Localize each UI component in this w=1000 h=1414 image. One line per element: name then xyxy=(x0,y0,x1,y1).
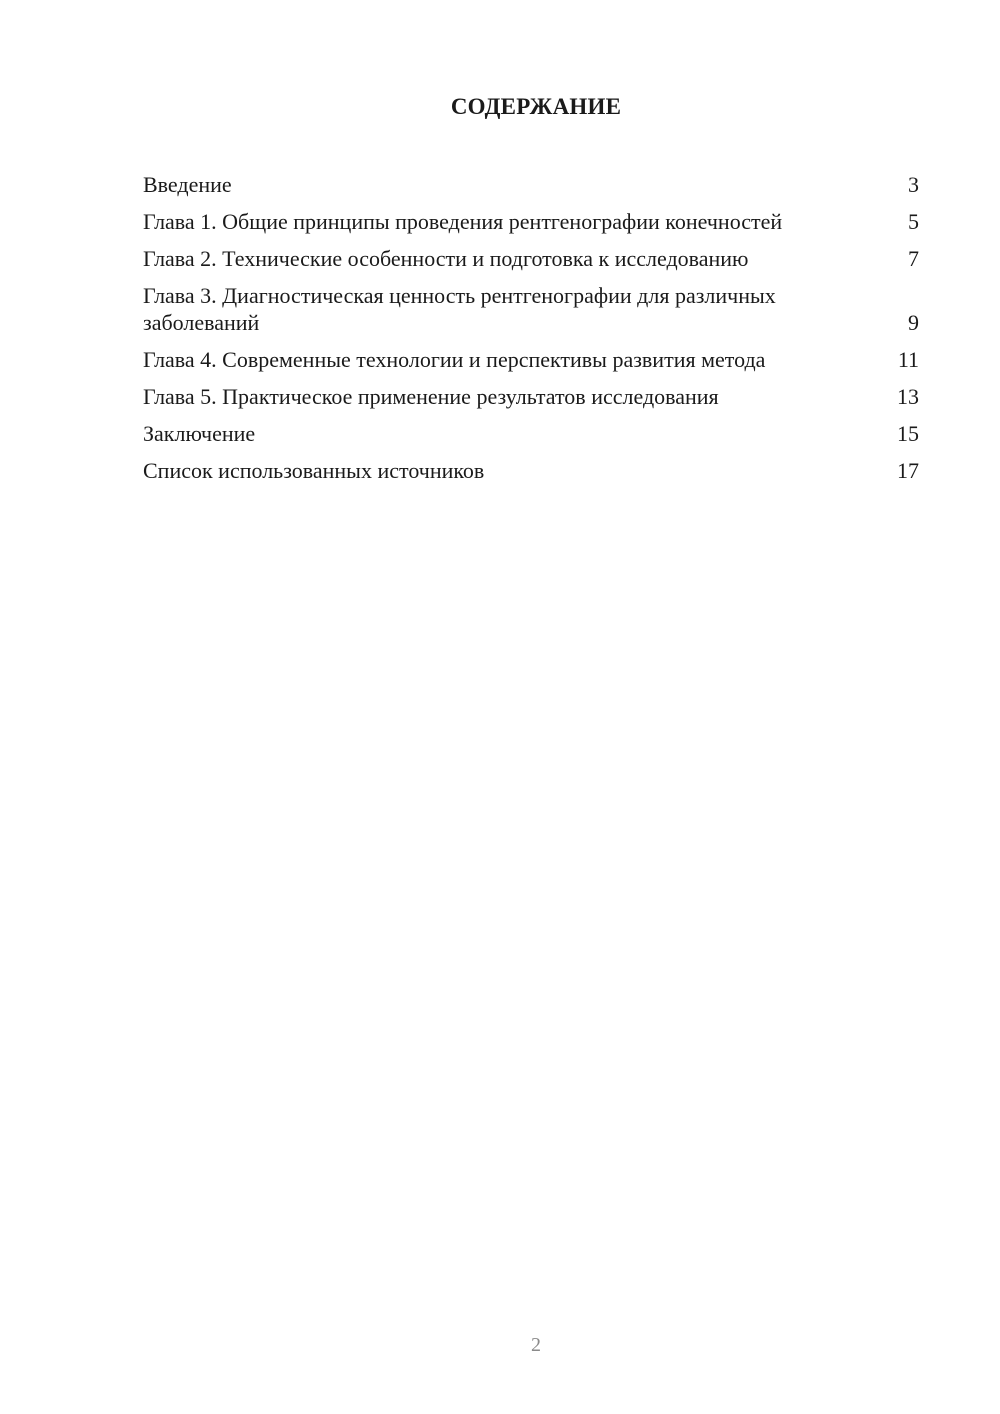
toc-entry-page: 5 xyxy=(908,209,919,234)
toc-entry-chapter-1 xyxy=(143,208,919,235)
toc-entry-title: Список использованных источников xyxy=(143,458,485,483)
toc-entry-page: 11 xyxy=(897,347,919,372)
toc-entry-title: Глава 3. Диагностическая ценность рентгенографии для различных заболеваний xyxy=(143,283,776,335)
toc-entry-chapter-5 xyxy=(143,383,919,410)
toc-entry-title: Глава 2. Технические особенности и подготовка к исследованию xyxy=(143,246,749,271)
toc-entry-page: 13 xyxy=(897,384,919,409)
toc-entry-page: 9 xyxy=(908,310,919,335)
toc-entry-title: Введение xyxy=(143,172,232,197)
toc-entry-chapter-3 xyxy=(143,282,919,336)
toc-entry-title: Глава 5. Практическое применение результатов исследования xyxy=(143,384,719,409)
toc-entry-title: Глава 4. Современные технологии и перспективы развития метода xyxy=(143,347,766,372)
toc-entry-page: 15 xyxy=(897,421,919,446)
page-number: 2 xyxy=(531,1334,541,1356)
toc-entry-title: Глава 1. Общие принципы проведения рентгенографии конечностей xyxy=(143,209,783,234)
table-of-contents xyxy=(143,171,919,494)
toc-entry-page: 7 xyxy=(908,246,919,271)
toc-entry-chapter-2 xyxy=(143,245,919,272)
toc-entry-references xyxy=(143,457,919,484)
toc-entry-conclusion xyxy=(143,420,919,447)
toc-entry-introduction xyxy=(143,171,919,198)
page-title: СОДЕРЖАНИЕ xyxy=(450,94,622,119)
toc-entry-page: 3 xyxy=(908,172,919,197)
toc-entry-title: Заключение xyxy=(143,421,256,446)
toc-entry-chapter-4 xyxy=(143,346,919,373)
toc-entry-page: 17 xyxy=(897,458,919,483)
